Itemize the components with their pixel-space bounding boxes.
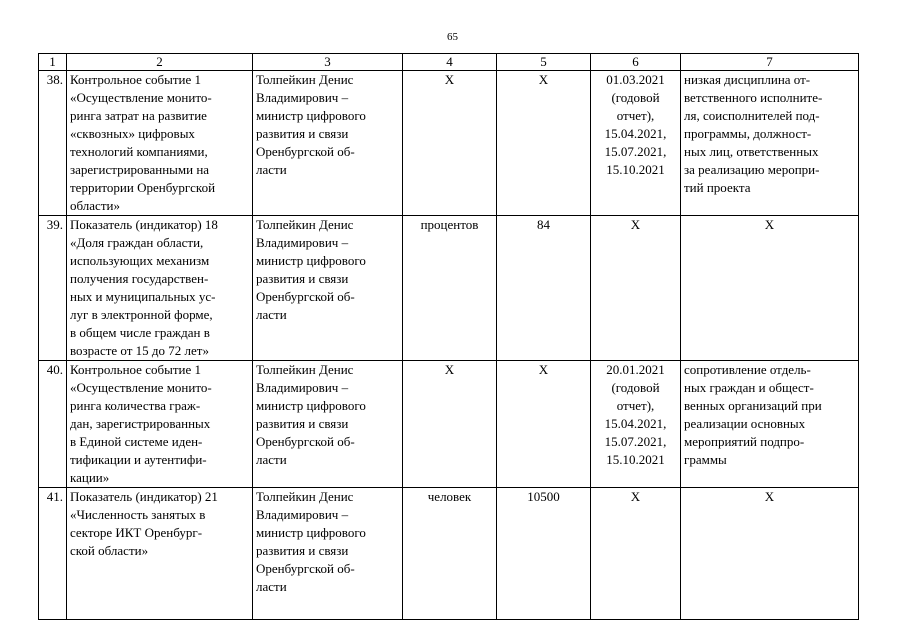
plan-value: 10500 bbox=[497, 488, 591, 620]
table-row bbox=[39, 361, 859, 488]
control-date-line: 15.10.2021 bbox=[606, 452, 665, 467]
header-cell: 6 bbox=[591, 54, 681, 71]
header-cell: 4 bbox=[403, 54, 497, 71]
report-table bbox=[38, 53, 859, 620]
control-date-line: 20.01.2021 bbox=[606, 362, 665, 377]
row-number: 40. bbox=[39, 361, 67, 488]
responsible-person-line: Толпейкин Денис bbox=[256, 217, 354, 232]
event-name-line: Показатель (индикатор) 18 bbox=[70, 217, 218, 232]
event-name-line: Контрольное событие 1 bbox=[70, 72, 201, 87]
control-date-line: отчет), bbox=[616, 398, 655, 413]
responsible-person bbox=[253, 71, 403, 216]
event-name-line: кации» bbox=[70, 470, 110, 485]
risk-description-line: Х bbox=[764, 489, 775, 504]
responsible-person-line: Владимирович – bbox=[256, 380, 349, 395]
control-date-line: 01.03.2021 bbox=[606, 72, 665, 87]
event-name-line: возрасте от 15 до 72 лет» bbox=[70, 343, 209, 358]
event-name bbox=[67, 488, 253, 620]
header-cell: 2 bbox=[67, 54, 253, 71]
event-name-line: территории Оренбургской bbox=[70, 180, 216, 195]
risk-description-line: низкая дисциплина от- bbox=[684, 72, 811, 87]
event-name bbox=[67, 216, 253, 361]
risk-description bbox=[681, 71, 859, 216]
event-name-line: «Численность занятых в bbox=[70, 507, 206, 522]
responsible-person-line: Оренбургской об- bbox=[256, 434, 355, 449]
event-name-line: в Единой системе иден- bbox=[70, 434, 203, 449]
responsible-person-line: ласти bbox=[256, 162, 287, 177]
table-row bbox=[39, 216, 859, 361]
event-name-line: «Осуществление монито- bbox=[70, 90, 212, 105]
responsible-person-line: развития и связи bbox=[256, 271, 349, 286]
row-number: 39. bbox=[39, 216, 67, 361]
event-name-line: в общем числе граждан в bbox=[70, 325, 210, 340]
event-name-line: технологий компаниями, bbox=[70, 144, 208, 159]
event-name bbox=[67, 71, 253, 216]
control-date-line: Х bbox=[630, 489, 641, 504]
row-number: 41. bbox=[39, 488, 67, 620]
control-date bbox=[591, 71, 681, 216]
risk-description-line: тий проекта bbox=[684, 180, 751, 195]
event-name-line: «Осуществление монито- bbox=[70, 380, 212, 395]
control-date-line: 15.10.2021 bbox=[606, 162, 665, 177]
responsible-person-line: ласти bbox=[256, 579, 287, 594]
risk-description-line: ля, соисполнителей под- bbox=[684, 108, 820, 123]
responsible-person bbox=[253, 361, 403, 488]
responsible-person-line: ласти bbox=[256, 307, 287, 322]
unit-of-measure: человек bbox=[403, 488, 497, 620]
event-name-line: получения государствен- bbox=[70, 271, 209, 286]
event-name-line: использующих механизм bbox=[70, 253, 210, 268]
plan-value: 84 bbox=[497, 216, 591, 361]
responsible-person-line: развития и связи bbox=[256, 416, 349, 431]
plan-value: Х bbox=[497, 361, 591, 488]
risk-description bbox=[681, 488, 859, 620]
responsible-person-line: Толпейкин Денис bbox=[256, 362, 354, 377]
event-name-line: «Доля граждан области, bbox=[70, 235, 204, 250]
responsible-person-line: Толпейкин Денис bbox=[256, 489, 354, 504]
responsible-person-line: Владимирович – bbox=[256, 235, 349, 250]
row-number: 38. bbox=[39, 71, 67, 216]
responsible-person bbox=[253, 216, 403, 361]
responsible-person-line: развития и связи bbox=[256, 126, 349, 141]
control-date-line: 15.07.2021, bbox=[604, 144, 667, 159]
event-name-line: ской области» bbox=[70, 543, 149, 558]
control-date bbox=[591, 488, 681, 620]
control-date bbox=[591, 361, 681, 488]
event-name-line: ринга затрат на развитие bbox=[70, 108, 207, 123]
header-cell: 7 bbox=[681, 54, 859, 71]
risk-description bbox=[681, 361, 859, 488]
risk-description-line: реализации основных bbox=[684, 416, 806, 431]
responsible-person-line: Владимирович – bbox=[256, 90, 349, 105]
plan-value: Х bbox=[497, 71, 591, 216]
risk-description-line: ных граждан и общест- bbox=[684, 380, 814, 395]
unit-of-measure: процентов bbox=[403, 216, 497, 361]
event-name-line: Контрольное событие 1 bbox=[70, 362, 201, 377]
control-date-line: Х bbox=[630, 217, 641, 232]
risk-description-line: венных организаций при bbox=[684, 398, 822, 413]
table-row bbox=[39, 488, 859, 620]
page-number: 65 bbox=[447, 31, 458, 43]
responsible-person bbox=[253, 488, 403, 620]
control-date-line: отчет), bbox=[616, 108, 655, 123]
responsible-person-line: Оренбургской об- bbox=[256, 289, 355, 304]
risk-description-line: ных лиц, ответственных bbox=[684, 144, 819, 159]
table-row bbox=[39, 71, 859, 216]
header-cell: 3 bbox=[253, 54, 403, 71]
risk-description-line: за реализацию меропри- bbox=[684, 162, 820, 177]
event-name-line: ринга количества граж- bbox=[70, 398, 201, 413]
responsible-person-line: министр цифрового bbox=[256, 108, 366, 123]
responsible-person-line: министр цифрового bbox=[256, 398, 366, 413]
risk-description-line: ветственного исполните- bbox=[684, 90, 823, 105]
responsible-person-line: развития и связи bbox=[256, 543, 349, 558]
unit-of-measure: Х bbox=[403, 71, 497, 216]
event-name-line: дан, зарегистрированных bbox=[70, 416, 211, 431]
control-date bbox=[591, 216, 681, 361]
event-name-line: луг в электронной форме, bbox=[70, 307, 213, 322]
event-name-line: ных и муниципальных ус- bbox=[70, 289, 216, 304]
event-name-line: области» bbox=[70, 198, 120, 213]
event-name-line: «сквозных» цифровых bbox=[70, 126, 195, 141]
responsible-person-line: министр цифрового bbox=[256, 253, 366, 268]
risk-description-line: граммы bbox=[684, 452, 727, 467]
risk-description-line: Х bbox=[764, 217, 775, 232]
responsible-person-line: Толпейкин Денис bbox=[256, 72, 354, 87]
event-name-line: зарегистрированными на bbox=[70, 162, 210, 177]
control-date-line: 15.04.2021, bbox=[604, 416, 667, 431]
header-row bbox=[39, 54, 859, 71]
risk-description-line: мероприятий подпро- bbox=[684, 434, 805, 449]
responsible-person-line: ласти bbox=[256, 452, 287, 467]
risk-description-line: программы, должност- bbox=[684, 126, 812, 141]
header-cell: 1 bbox=[39, 54, 67, 71]
event-name-line: Показатель (индикатор) 21 bbox=[70, 489, 218, 504]
responsible-person-line: министр цифрового bbox=[256, 525, 366, 540]
responsible-person-line: Оренбургской об- bbox=[256, 144, 355, 159]
unit-of-measure: Х bbox=[403, 361, 497, 488]
event-name bbox=[67, 361, 253, 488]
control-date-line: 15.04.2021, bbox=[604, 126, 667, 141]
control-date-line: (годовой bbox=[611, 90, 660, 105]
risk-description-line: сопротивление отдель- bbox=[684, 362, 811, 377]
control-date-line: 15.07.2021, bbox=[604, 434, 667, 449]
header-cell: 5 bbox=[497, 54, 591, 71]
control-date-line: (годовой bbox=[611, 380, 660, 395]
responsible-person-line: Оренбургской об- bbox=[256, 561, 355, 576]
risk-description bbox=[681, 216, 859, 361]
event-name-line: тификации и аутентифи- bbox=[70, 452, 207, 467]
responsible-person-line: Владимирович – bbox=[256, 507, 349, 522]
event-name-line: секторе ИКТ Оренбург- bbox=[70, 525, 203, 540]
